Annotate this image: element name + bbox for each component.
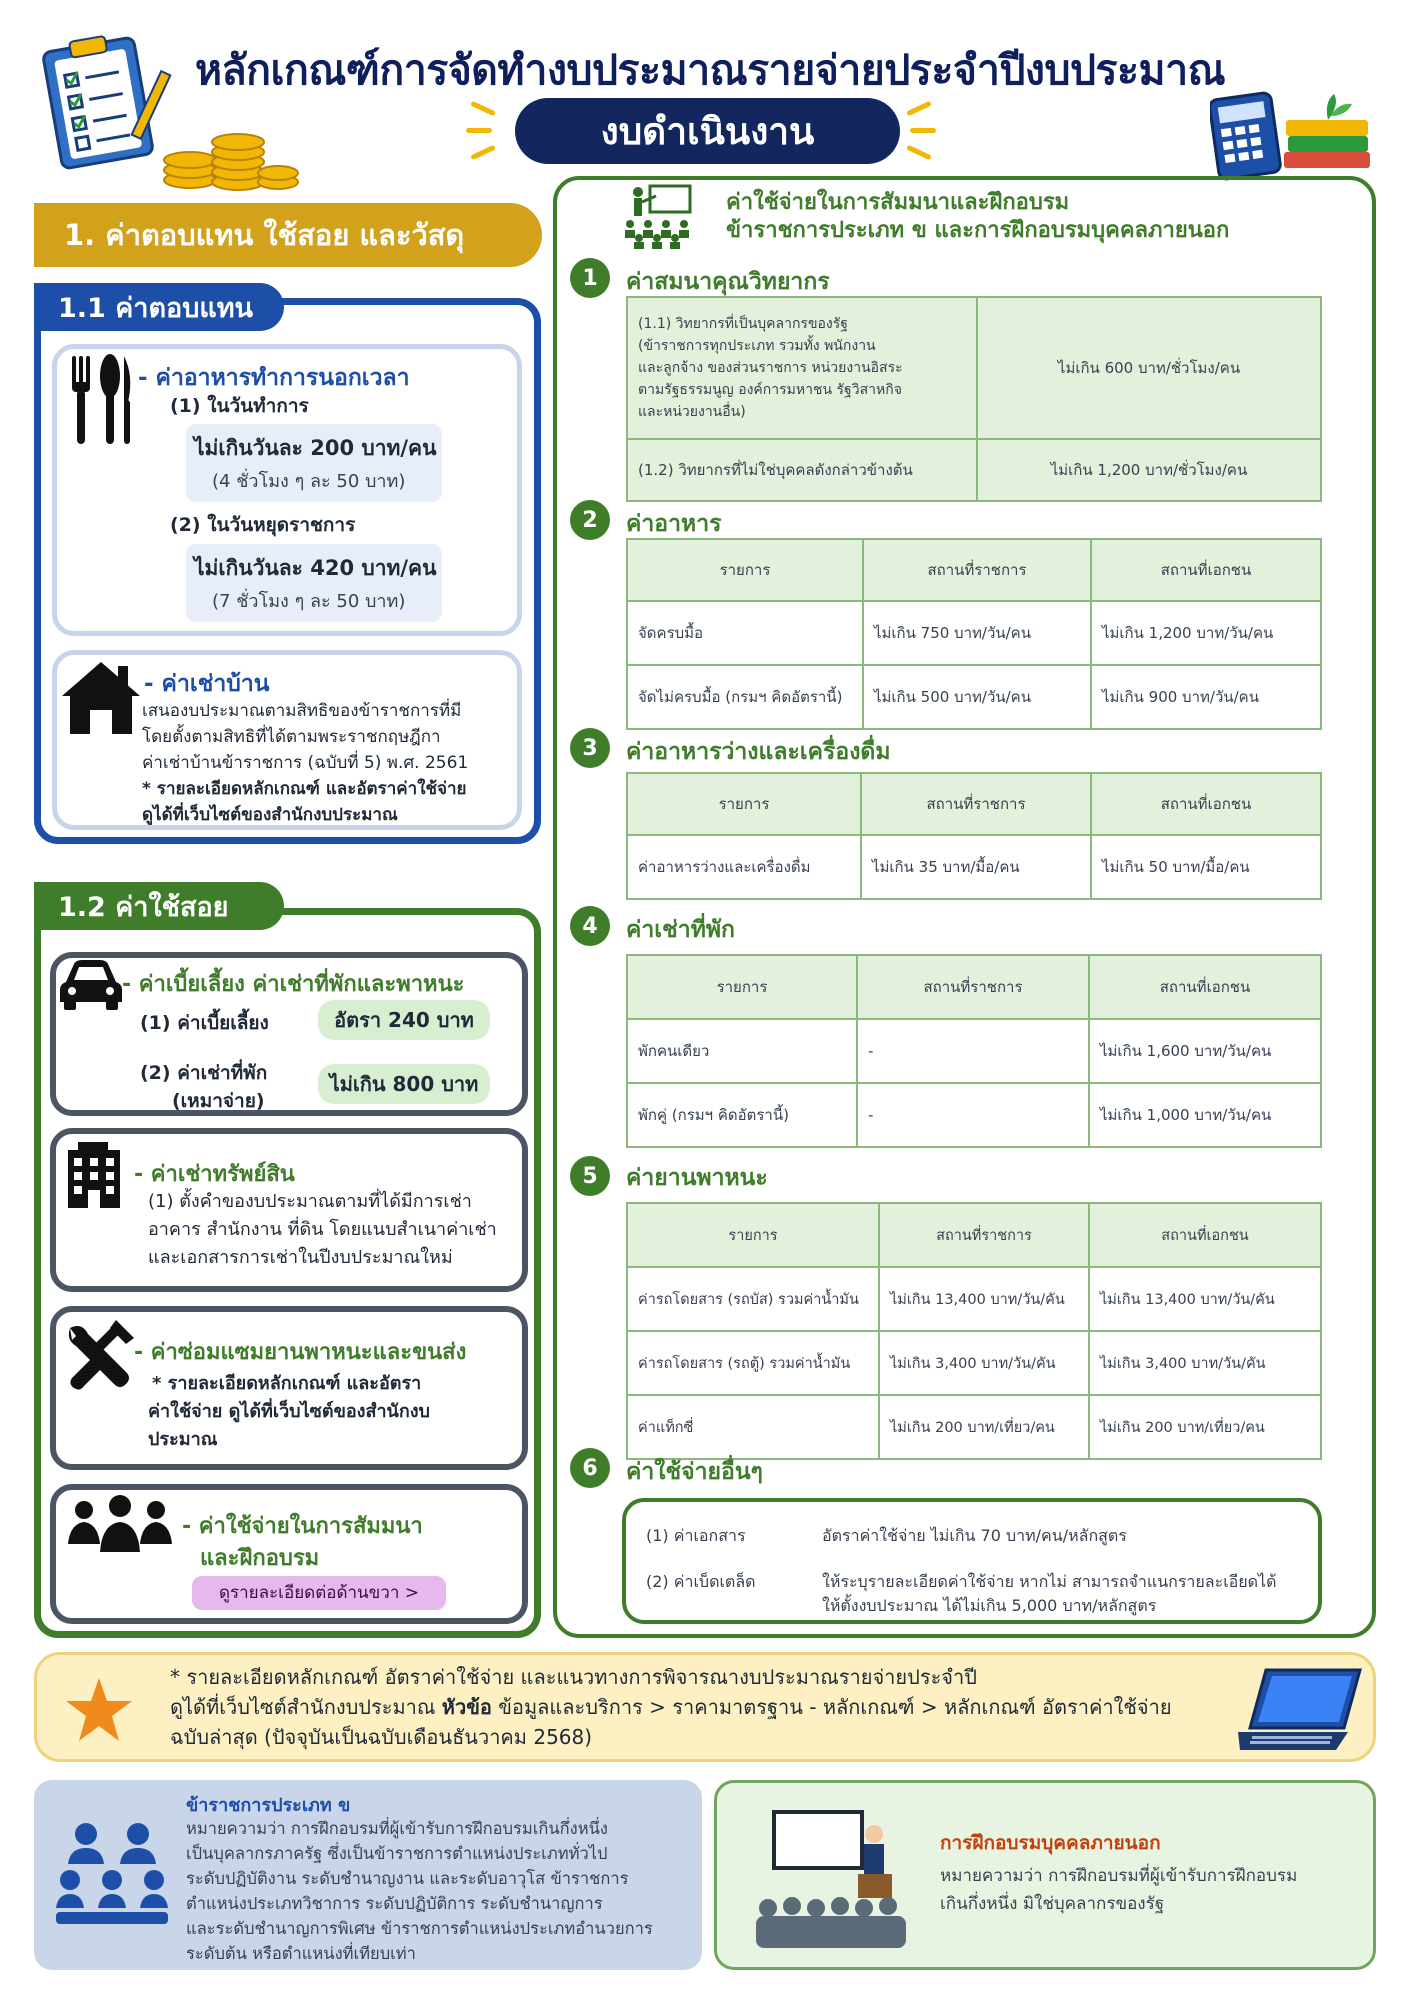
star-icon [64,1676,134,1744]
speaker-govt-cell [627,297,977,439]
col-header-item: รายการ [627,773,861,835]
external-training-title: การฝึกอบรมบุคคลภายนอก [940,1832,1161,1854]
repair-line2: ค่าใช้จ่าย ดูได้ที่เว็บไซต์ของสำนักงบ [148,1401,430,1422]
compensation-tab: 1.1 ค่าตอบแทน [34,283,284,331]
car-icon [58,958,124,1010]
col-header-private: สถานที่เอกชน [1091,773,1321,835]
table-cell: ไม่เกิน 13,400 บาท/วัน/คัน [1089,1267,1321,1331]
speaker-govt-line3: และลูกจ้าง ของส่วนราชการ หน่วยงานอิสระ [638,360,903,376]
laptop-icon [1236,1664,1368,1756]
housing-line3: ค่าเช่าบ้านข้าราชการ (ฉบับที่ 5) พ.ศ. 2561 [142,753,469,773]
accommodation-table [626,954,1322,1148]
group-people-icon [60,1494,180,1558]
table-cell: ไม่เกิน 200 บาท/เที่ยว/คน [1089,1395,1321,1459]
lecture-audience-icon [756,1808,906,1948]
table-cell: ค่ารถโดยสาร (รถตู้) รวมค่าน้ำมัน [627,1331,879,1395]
section-number-3: 3 [570,728,610,768]
note-line2-bold: หัวข้อ [441,1695,492,1719]
type-b-line: และระดับชำนาญการพิเศษ ข้าราชการตำแหน่งประเภทอำนวยการ [186,1919,653,1938]
document-fee-value: อัตราค่าใช้จ่าย ไม่เกิน 70 บาท/คน/หลักสูตร [822,1526,1127,1545]
col-header-private: สถานที่เอกชน [1089,1203,1321,1267]
col-header-gov: สถานที่ราชการ [857,955,1089,1019]
table-cell: ไม่เกิน 200 บาท/เที่ยว/คน [879,1395,1089,1459]
property-heading: - ค่าเช่าทรัพย์สิน [134,1162,295,1187]
accommodation-title: ค่าเช่าที่พัก [626,917,735,943]
table-cell: จัดครบมื้อ [627,601,863,665]
seminar-panel-title1: ค่าใช้จ่ายในการสัมมนาและฝึกอบรม [726,190,1070,215]
page-subtitle: งบดำเนินงาน [515,98,900,164]
table-cell: ไม่เกิน 1,000 บาท/วัน/คน [1089,1083,1321,1147]
building-icon [64,1140,124,1208]
type-b-line: หมายความว่า การฝึกอบรมที่ผู้เข้ารับการฝึกอบรมเกินกึ่งหนึ่ง [186,1819,608,1838]
misc-fee-label: (2) ค่าเบ็ดเตล็ด [646,1572,756,1591]
housing-heading: - ค่าเช่าบ้าน [144,671,270,697]
seminar-panel-title2: ข้าราชการประเภท ข และการฝึกอบรมบุคคลภายนอก [726,218,1230,243]
type-b-title: ข้าราชการประเภท ข [186,1795,351,1816]
seminar-heading1: - ค่าใช้จ่ายในการสัมมนา [182,1514,423,1539]
note-line3: ฉบับล่าสุด (ปัจจุบันเป็นฉบับเดือนธันวาคม 2568) [170,1725,593,1749]
col-header-gov: สถานที่ราชการ [863,539,1091,601]
table-cell: ไม่เกิน 1,200 บาท/วัน/คน [1091,601,1321,665]
calculator-books-icon [1210,86,1380,186]
speaker-govt-line5: และหน่วยงานอื่น) [638,404,746,420]
vehicle-title: ค่ายานพาหนะ [626,1165,768,1191]
type-b-line: เป็นบุคลากรภาครัฐ ซึ่งเป็นข้าราชการตำแหน่งประเภททั่วไป [186,1844,608,1863]
table-cell: พักคู่ (กรมฯ คิดอัตรานี้) [627,1083,857,1147]
table-cell: ไม่เกิน 50 บาท/มื้อ/คน [1091,835,1321,899]
speaker-fee-title: ค่าสมนาคุณวิทยากร [626,269,830,295]
travel-heading: - ค่าเบี้ยเลี้ยง ค่าเช่าที่พักและพาหนะ [122,972,465,997]
reference-note-text [170,1662,1220,1752]
allowance-value: อัตรา 240 บาท [318,1000,490,1040]
lodging-value: ไม่เกิน 800 บาท [318,1064,490,1104]
holiday-rate: ไม่เกินวันละ 420 บาท/คน [194,556,437,580]
property-line1: (1) ตั้งคำของบประมาณตามที่ได้มีการเช่า [148,1191,472,1212]
table-cell: ไม่เกิน 3,400 บาท/วัน/คัน [1089,1331,1321,1395]
table-cell: - [857,1019,1089,1083]
meal-title: ค่าอาหาร [626,511,722,537]
section-number-5: 5 [570,1156,610,1196]
house-icon [58,658,144,736]
housing-line1: เสนองบประมาณตามสิทธิของข้าราชการที่มี [142,701,462,721]
document-fee-label: (1) ค่าเอกสาร [646,1526,746,1545]
speaker-other-cell: (1.2) วิทยากรที่ไม่ใช่บุคคลดังกล่าวข้างต้น [627,439,977,501]
type-b-line: ตำแหน่งประเภทวิชาการ ระดับปฏิบัติการ ระดับชำนาญการ [186,1894,603,1913]
section-number-6: 6 [570,1448,610,1488]
workday-label: (1) ในวันทำการ [170,395,309,417]
type-b-lines [186,1816,653,1966]
misc-fee-value2: ให้ตั้งงบประมาณ ได้ไม่เกิน 5,000 บาท/หลักสูตร [822,1596,1157,1615]
col-header-item: รายการ [627,539,863,601]
people-group-icon [56,1820,168,1926]
overtime-heading: - ค่าอาหารทำการนอกเวลา [138,365,410,391]
col-header-gov: สถานที่ราชการ [861,773,1091,835]
note-line1: * รายละเอียดหลักเกณฑ์ อัตราค่าใช้จ่าย และแนวทางการพิจารณางบประมาณรายจ่ายประจำปี [170,1665,977,1689]
type-b-line: ระดับต้น หรือตำแหน่งที่เทียบเท่า [186,1944,416,1963]
decor-ray [906,101,932,117]
property-line3: และเอกสารการเช่าในปีงบประมาณใหม่ [148,1247,453,1268]
table-cell: พักคนเดียว [627,1019,857,1083]
housing-note1: * รายละเอียดหลักเกณฑ์ และอัตราค่าใช้จ่าย [142,779,467,799]
speaker-govt-line2: (ข้าราชการทุกประเภท รวมทั้ง พนักงาน [638,338,876,354]
allowance-label: (1) ค่าเบี้ยเลี้ยง [140,1012,269,1034]
note-line2-post: ข้อมูลและบริการ > ราคามาตรฐาน - หลักเกณฑ์ > หลักเกณฑ์ อัตราค่าใช้จ่าย [491,1695,1172,1719]
table-cell: ค่าอาหารว่างและเครื่องดื่ม [627,835,861,899]
table-cell: ไม่เกิน 3,400 บาท/วัน/คัน [879,1331,1089,1395]
table-cell: จัดไม่ครบมื้อ (กรมฯ คิดอัตรานี้) [627,665,863,729]
services-tab: 1.2 ค่าใช้สอย [34,882,284,930]
speaker-other-rate: ไม่เกิน 1,200 บาท/ชั่วโมง/คน [977,439,1321,501]
housing-line2: โดยตั้งตามสิทธิที่ได้ตามพระราชกฤษฎีกา [142,727,441,747]
col-header-private: สถานที่เอกชน [1089,955,1321,1019]
training-presentation-icon [620,184,700,250]
external-training-lines [940,1862,1297,1918]
col-header-item: รายการ [627,1203,879,1267]
coins-icon [160,110,300,195]
holiday-note: (7 ชั่วโมง ๆ ละ 50 บาท) [212,591,406,612]
section1-title: 1. ค่าตอบแทน ใช้สอย และวัสดุ [34,203,542,267]
lodging-sub: (เหมาจ่าย) [172,1090,265,1112]
repair-heading: - ค่าซ่อมแซมยานพาหนะและขนส่ง [134,1340,467,1365]
table-cell: ไม่เกิน 900 บาท/วัน/คน [1091,665,1321,729]
section-number-2: 2 [570,500,610,540]
table-cell: ค่ารถโดยสาร (รถบัส) รวมค่าน้ำมัน [627,1267,879,1331]
section-number-4: 4 [570,906,610,946]
wrench-screwdriver-icon [62,1318,138,1394]
col-header-item: รายการ [627,955,857,1019]
col-header-gov: สถานที่ราชการ [879,1203,1089,1267]
section-number-1: 1 [570,258,610,298]
external-training-line: เกินกึ่งหนึ่ง มิใช่บุคลากรของรัฐ [940,1894,1165,1914]
speaker-govt-line4: ตามรัฐธรรมนูญ องค์การมหาชน รัฐวิสาหกิจ [638,382,902,398]
table-cell: ไม่เกิน 750 บาท/วัน/คน [863,601,1091,665]
speaker-govt-rate: ไม่เกิน 600 บาท/ชั่วโมง/คน [977,297,1321,439]
other-expenses-title: ค่าใช้จ่ายอื่นๆ [626,1459,763,1485]
meal-table [626,538,1322,730]
workday-rate: ไม่เกินวันละ 200 บาท/คน [194,436,437,460]
table-cell: ไม่เกิน 35 บาท/มื้อ/คน [861,835,1091,899]
decor-ray [470,101,496,117]
misc-fee-value1: ให้ระบุรายละเอียดค่าใช้จ่าย หากไม่ สามารถจำแนกรายละเอียดได้ [822,1572,1277,1591]
seminar-heading2: และฝึกอบรม [200,1546,320,1571]
property-line2: อาคาร สำนักงาน ที่ดิน โดยแนบสำเนาค่าเช่า [148,1219,497,1240]
repair-line3: ประมาณ [148,1429,218,1450]
speaker-fee-table [626,296,1322,502]
decor-ray [466,128,492,133]
housing-note2: ดูได้ที่เว็บไซต์ของสำนักงบประมาณ [142,805,398,825]
table-cell: ไม่เกิน 500 บาท/วัน/คน [863,665,1091,729]
decor-ray [470,145,496,161]
external-training-line: หมายความว่า การฝึกอบรมที่ผู้เข้ารับการฝึกอบรม [940,1866,1298,1886]
holiday-label: (2) ในวันหยุดราชการ [170,514,356,536]
note-line2 [170,1692,1220,1722]
table-cell: ค่าแท็กซี่ [627,1395,879,1459]
table-cell: - [857,1083,1089,1147]
snack-table [626,772,1322,900]
decor-ray [906,145,932,161]
repair-line1: * รายละเอียดหลักเกณฑ์ และอัตรา [152,1373,422,1394]
note-line2-pre: ดูได้ที่เว็บไซต์สำนักงบประมาณ [170,1695,442,1719]
seminar-detail-link[interactable]: ดูรายละเอียดต่อด้านขวา > [192,1576,446,1610]
cutlery-icon [66,352,134,448]
vehicle-table [626,1202,1322,1460]
lodging-label: (2) ค่าเช่าที่พัก [140,1062,268,1084]
speaker-govt-line1: (1.1) วิทยากรที่เป็นบุคลากรของรัฐ [638,316,849,332]
page-title: หลักเกณฑ์การจัดทำงบประมาณรายจ่ายประจำปีงบประมาณ [195,46,1226,94]
table-cell: ไม่เกิน 1,600 บาท/วัน/คน [1089,1019,1321,1083]
table-cell: ไม่เกิน 13,400 บาท/วัน/คัน [879,1267,1089,1331]
workday-note: (4 ชั่วโมง ๆ ละ 50 บาท) [212,471,406,492]
col-header-private: สถานที่เอกชน [1091,539,1321,601]
snack-title: ค่าอาหารว่างและเครื่องดื่ม [626,739,891,765]
decor-ray [910,128,936,133]
type-b-line: ระดับปฏิบัติงาน ระดับชำนาญงาน และระดับอาวุโส ข้าราชการ [186,1869,629,1888]
